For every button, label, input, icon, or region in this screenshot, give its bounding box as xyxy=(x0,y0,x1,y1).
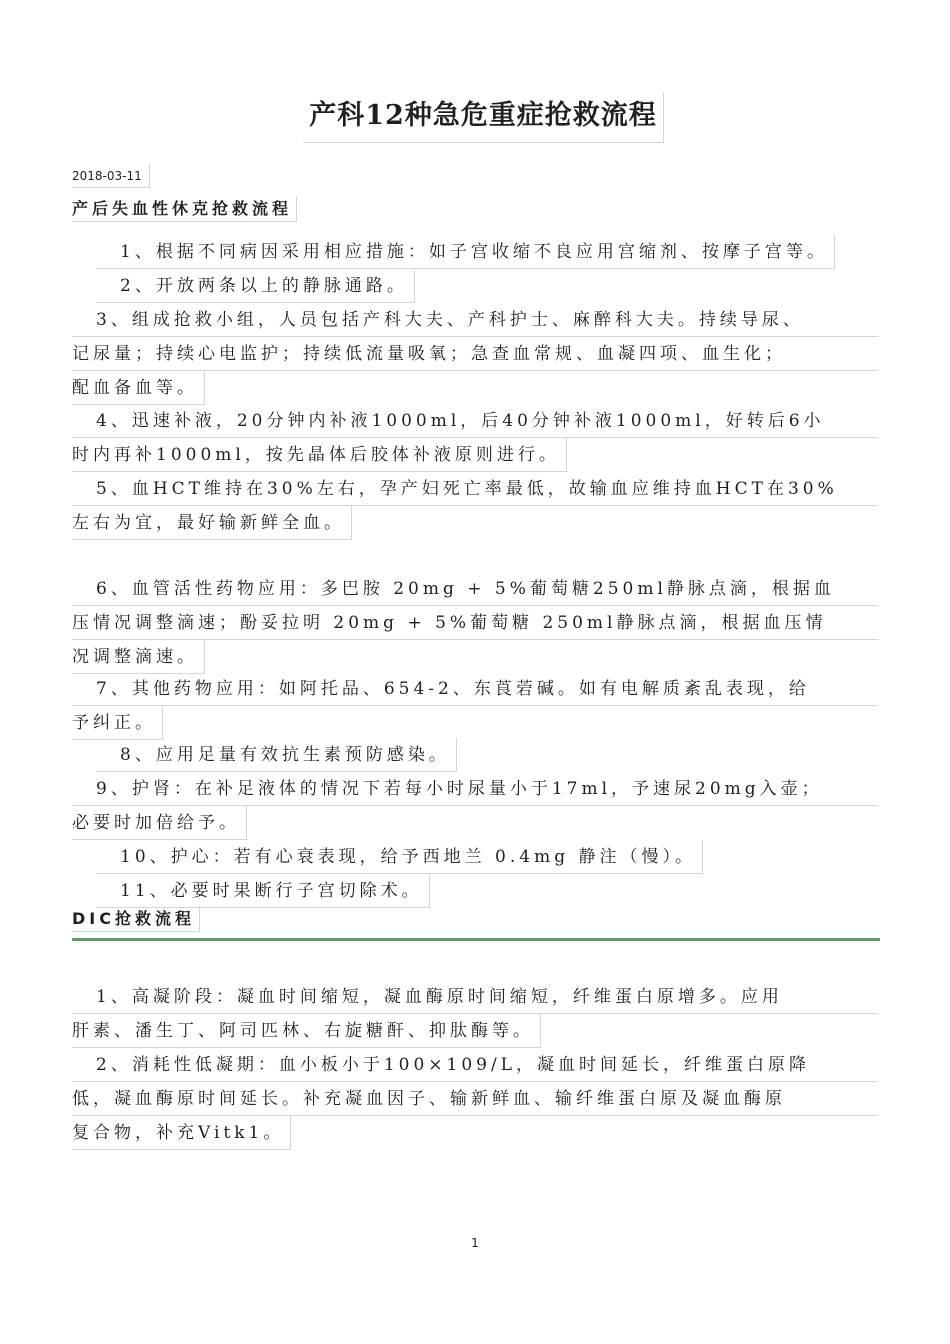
list-item-line: 予纠正。 xyxy=(72,706,163,740)
list-item-line: 3、组成抢救小组，人员包括产科大夫、产科护士、麻醉科大夫。持续导尿、 xyxy=(72,303,878,337)
list-item-line: 肝素、潘生丁、阿司匹林、右旋糖酐、抑肽酶等。 xyxy=(72,1014,541,1048)
list-item-line: 记尿量；持续心电监护；持续低流量吸氧；急查血常规、血凝四项、血生化； xyxy=(72,337,878,371)
list-item-line: 8、应用足量有效抗生素预防感染。 xyxy=(96,738,457,772)
list-item-line: 左右为宜，最好输新鲜全血。 xyxy=(72,506,352,540)
list-item-line: 配血备血等。 xyxy=(72,371,205,405)
list-item-line: 10、护心：若有心衰表现，给予西地兰 0.4mg 静注（慢）。 xyxy=(96,840,703,874)
list-item-line: 必要时加倍给予。 xyxy=(72,806,247,840)
section-heading-dic: DIC抢救流程 xyxy=(72,906,200,932)
list-item-line: 2、开放两条以上的静脉通路。 xyxy=(96,269,415,303)
list-item-line: 11、必要时果断行子宫切除术。 xyxy=(96,874,430,908)
section-divider xyxy=(72,938,880,941)
list-item-line: 况调整滴速。 xyxy=(72,640,205,674)
list-item-line: 复合物，补充Vitk1。 xyxy=(72,1116,291,1150)
list-item xyxy=(72,1048,878,1162)
list-item-line: 2、消耗性低凝期：血小板小于100×109/L，凝血时间延长，纤维蛋白原降 xyxy=(72,1048,878,1082)
section-heading-hemorrhagic-shock: 产后失血性休克抢救流程 xyxy=(72,196,297,222)
document-date: 2018-03-11 xyxy=(72,164,150,188)
list-item-line: 时内再补1000ml，按先晶体后胶体补液原则进行。 xyxy=(72,438,567,472)
list-item-line: 低，凝血酶原时间延长。补充凝血因子、输新鲜血、输纤维蛋白原及凝血酶原 xyxy=(72,1082,878,1116)
list-item xyxy=(72,572,878,686)
page-number: 1 xyxy=(471,1236,479,1250)
list-item xyxy=(72,303,878,417)
list-item-line: 9、护肾：在补足液体的情况下若每小时尿量小于17ml，予速尿20mg入壶； xyxy=(72,772,878,806)
list-item-line: 7、其他药物应用：如阿托品、654-2、东莨菪碱。如有电解质紊乱表现，给 xyxy=(72,672,878,706)
list-item-line: 6、血管活性药物应用：多巴胺 20mg + 5%葡萄糖250ml静脉点滴，根据血 xyxy=(72,572,878,606)
list-item xyxy=(72,472,878,552)
list-item-line: 1、高凝阶段：凝血时间缩短，凝血酶原时间缩短，纤维蛋白原增多。应用 xyxy=(72,980,878,1014)
list-item-line: 1、根据不同病因采用相应措施：如子宫收缩不良应用宫缩剂、按摩子宫等。 xyxy=(96,235,835,269)
list-item-line: 5、血HCT维持在30%左右，孕产妇死亡率最低，故输血应维持血HCT在30% xyxy=(72,472,878,506)
list-item-line: 4、迅速补液，20分钟内补液1000ml，后40分钟补液1000ml，好转后6小 xyxy=(72,404,878,438)
list-item-line: 压情况调整滴速；酚妥拉明 20mg + 5%葡萄糖 250ml静脉点滴，根据血压情 xyxy=(72,606,878,640)
document-title: 产科12种急危重症抢救流程 xyxy=(303,92,664,143)
